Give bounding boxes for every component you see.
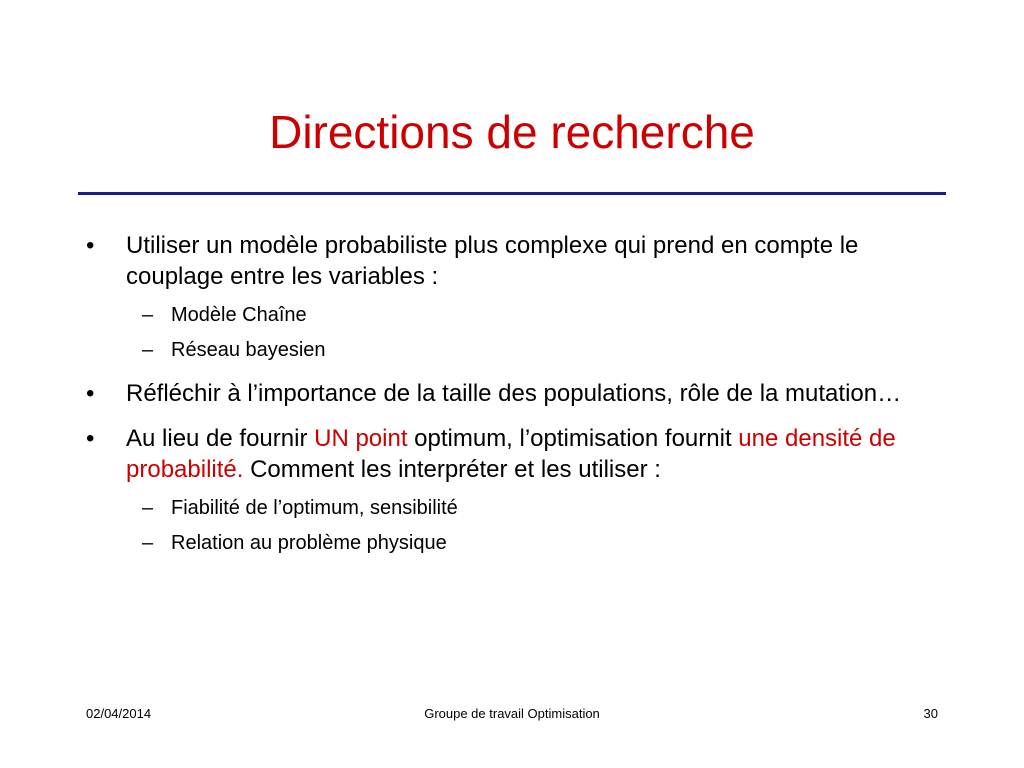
bullet-item [86, 378, 946, 409]
title-divider [78, 192, 946, 195]
bullet-marker: • [86, 425, 95, 452]
bullet-text: Réfléchir à l’importance de la taille des populations, rôle de la mutation… [126, 380, 902, 407]
sub-bullet-item [86, 337, 946, 364]
sub-bullet-item [86, 302, 946, 329]
highlighted-text-un-point: UN point [314, 425, 408, 452]
bullet-marker: • [86, 232, 95, 259]
footer-title: Groupe de travail Optimisation [424, 706, 600, 721]
sub-bullet-item [86, 495, 946, 522]
bullet-item [86, 230, 946, 292]
slide-content [86, 230, 946, 557]
sub-bullet-text: Fiabilité de l’optimum, sensibilité [171, 497, 458, 519]
sub-bullet-text: Relation au problème physique [171, 532, 447, 554]
bullet-text-segment: Au lieu de fournir [126, 425, 315, 452]
bullet-text-segment: Comment les interpréter et les utiliser : [243, 456, 661, 483]
sub-bullet-text: Réseau bayesien [171, 339, 326, 361]
bullet-marker: • [86, 380, 95, 407]
sub-bullet-marker: – [142, 339, 154, 361]
sub-bullet-text: Modèle Chaîne [171, 304, 307, 326]
bullet-text-segment: optimum, l’optimisation fournit [407, 425, 739, 452]
page-number: 30 [923, 706, 938, 721]
sub-bullet-marker: – [142, 304, 154, 326]
highlighted-text-densite: une densité de probabilité. [126, 425, 896, 483]
slide-title: Directions de recherche [269, 106, 755, 158]
sub-bullet-marker: – [142, 497, 154, 519]
sub-bullet-marker: – [142, 532, 154, 554]
footer-date: 02/04/2014 [86, 706, 152, 721]
bullet-item [86, 423, 946, 485]
sub-bullet-item [86, 530, 946, 557]
bullet-text: Utiliser un modèle probabiliste plus complexe qui prend en compte le couplage entre les variables : [126, 232, 859, 290]
